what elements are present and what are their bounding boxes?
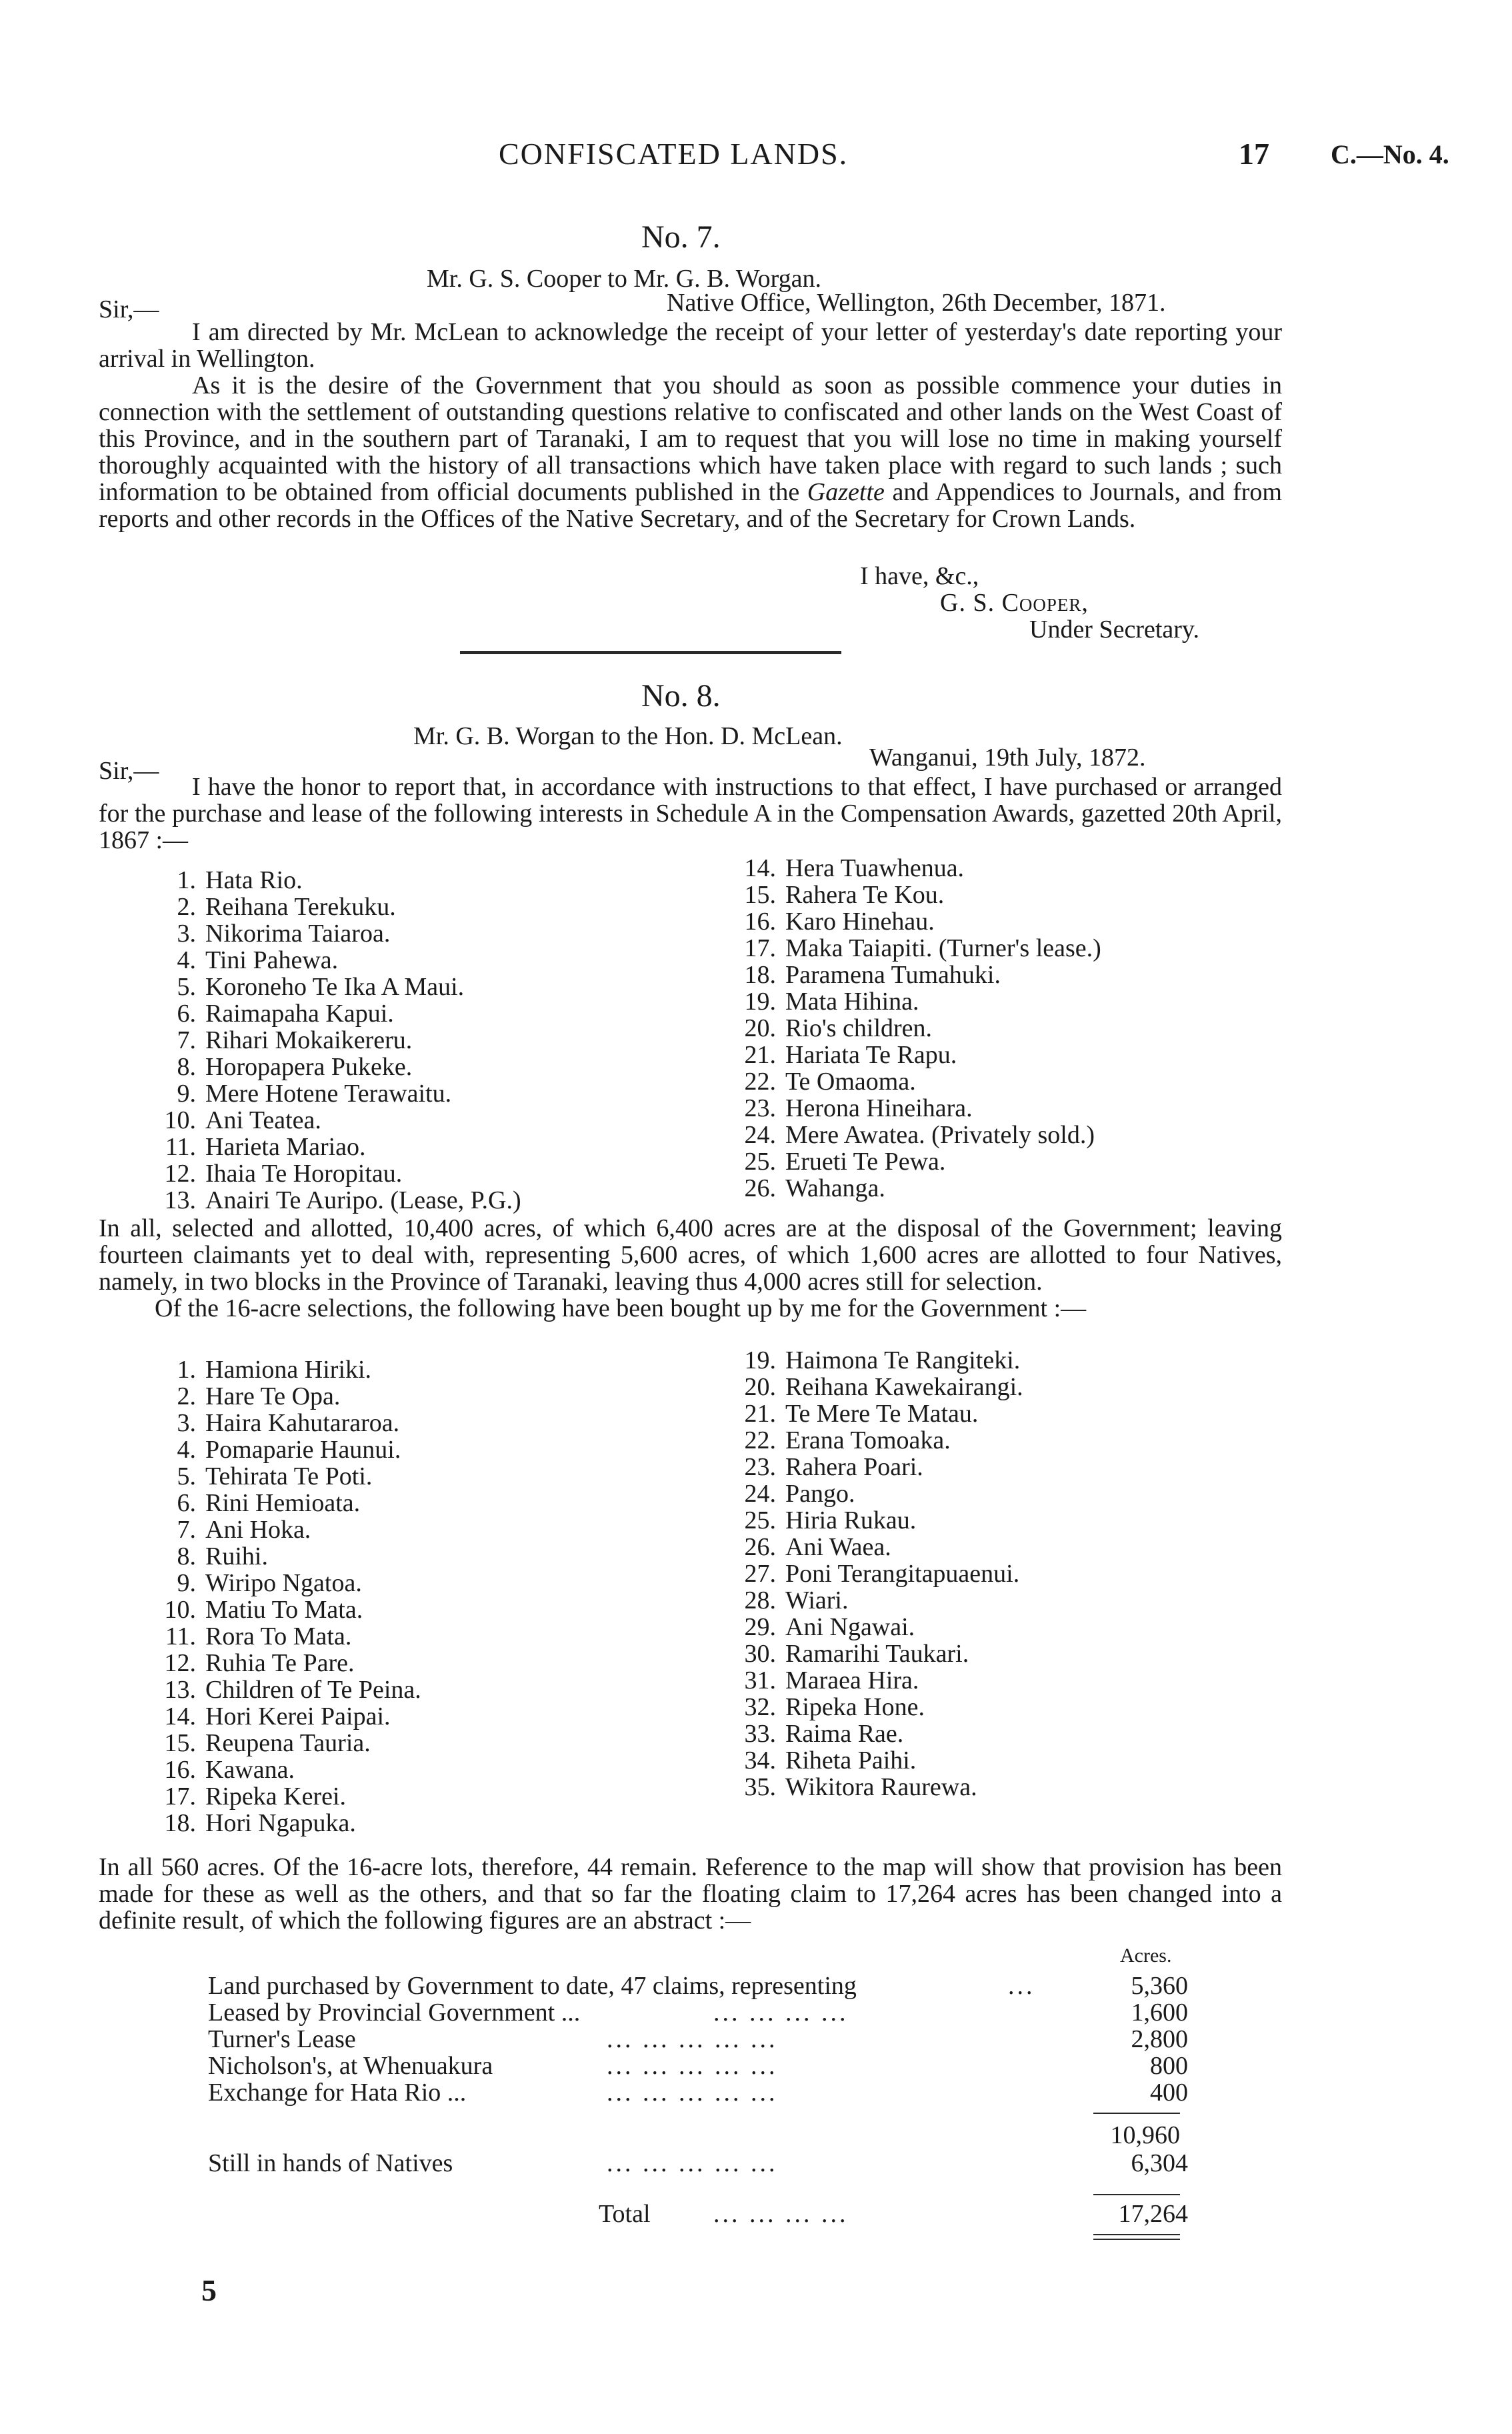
list-item [153,1463,421,1490]
section-divider [460,651,841,654]
list-item [733,1427,1023,1454]
list-item-name: Ramarihi Taukari. [785,1640,969,1668]
list-item [733,1640,1023,1667]
list-item-name: Hare Te Opa. [205,1382,341,1410]
list-item [153,1054,521,1080]
list-item-name: Wahanga. [785,1174,885,1202]
list-item-name: Rahera Poari. [785,1453,923,1481]
list-item-name: Mata Hihina. [785,988,919,1016]
abstract-row-value: 800 [1150,2052,1188,2080]
list-item [733,855,1101,882]
list-item [153,1000,521,1027]
list-item-name: Maka Taiapiti. (Turner's lease.) [785,934,1101,962]
list-item-number: 4. [177,946,196,974]
list-item [153,1623,421,1650]
list-item [153,894,521,920]
list-item-name: Riheta Paihi. [785,1746,917,1774]
list-item-name: Reihana Kawekairangi. [785,1373,1023,1401]
list-item-number: 21. [744,1041,776,1069]
list-item-number: 25. [744,1148,776,1176]
list-item [153,920,521,947]
list-item-name: Erana Tomoaka. [785,1426,951,1454]
letter7-title: Under Secretary. [1029,616,1199,644]
list-item-name: Herona Hineihara. [785,1094,973,1122]
list-item-name: Hiria Rukau. [785,1506,917,1534]
list-item-name: Rini Hemioata. [205,1489,361,1517]
list-item-name: Erueti Te Pewa. [785,1148,946,1176]
list-item [153,1107,521,1134]
list-item-number: 35. [744,1773,776,1801]
list-item-name: Paramena Tumahuki. [785,961,1001,989]
letter8-para1 [99,774,1282,854]
letter8-place-date: Wanganui, 19th July, 1872. [869,744,1146,772]
letter7-from-to: Mr. G. S. Cooper to Mr. G. B. Worgan. [427,265,821,293]
list-item [733,1400,1023,1427]
natives-label: Still in hands of Natives [208,2149,453,2177]
list-item-number: 14. [744,854,776,882]
list-item [153,1160,521,1187]
letter7-place-date: Native Office, Wellington, 26th December, 1871. [667,289,1166,317]
abstract-row-dots: ... ... ... ... ... [607,2052,778,2080]
list-item [153,1410,421,1436]
list-item [153,1783,421,1810]
list-item [153,1356,421,1383]
list-item-number: 26. [744,1174,776,1202]
list-item [733,1175,1101,1202]
list-item-number: 31. [744,1666,776,1694]
list-item-number: 6. [177,1489,196,1517]
list-item [153,1436,421,1463]
list-item-number: 16. [744,908,776,936]
list-item-number: 27. [744,1560,776,1588]
list-item-name: Mere Hotene Terawaitu. [205,1080,452,1108]
list-item [153,1703,421,1730]
list-item-number: 1. [177,1356,196,1384]
list-item-name: Raima Rae. [785,1720,904,1748]
list-item [733,1148,1101,1175]
signature-mark: 5 [201,2273,217,2307]
list-item [733,1667,1023,1694]
abstract-row-dots: ... ... ... ... ... [607,2025,778,2053]
total-rule-top [1093,2194,1180,2195]
list-item-name: Ihaia Te Horopitau. [205,1160,403,1188]
list-item-name: Raimapaha Kapui. [205,1000,394,1028]
list-item-number: 23. [744,1094,776,1122]
list-item-number: 2. [177,1382,196,1410]
list-item-number: 15. [744,881,776,909]
abstract-row-label: Exchange for Hata Rio ... [208,2079,467,2107]
total-label: Total [599,2200,651,2228]
list-item-name: Children of Te Peina. [205,1676,421,1704]
list-item-number: 20. [744,1014,776,1042]
list-item-number: 5. [177,1462,196,1490]
list-item-number: 25. [744,1506,776,1534]
list-item-name: Hera Tuawhenua. [785,854,965,882]
abstract-natives-row [208,2150,1188,2177]
list-item-number: 15. [164,1729,196,1757]
list-item-name: Reihana Terekuku. [205,893,396,921]
letter8-para2 [99,1215,1282,1322]
list-item-name: Matiu To Mata. [205,1596,363,1624]
list-item [733,1042,1101,1068]
list-item-name: Ani Teatea. [205,1106,321,1134]
list-item [153,1650,421,1676]
list-item-name: Hamiona Hiriki. [205,1356,372,1384]
list-item [733,1534,1023,1560]
list2-left [153,1356,421,1837]
letter8-para1-text: I have the honor to report that, in accordance with instructions to that effect, I have purchased or arranged for the purchase and lease of the following interests in Schedule A in the Compensation Awards, gazetted 20th April, 1867 :— [99,773,1282,854]
abstract-row-dots: ... [1008,1972,1035,2000]
list-item-name: Poni Terangitapuaenui. [785,1560,1020,1588]
list-item-name: Te Omaoma. [785,1068,916,1096]
list-item-number: 7. [177,1026,196,1054]
letter8-para3-text: Of the 16-acre selections, the following have been bought up by me for the Government :— [155,1294,1087,1322]
list-item [153,867,521,894]
letter8-number: No. 8. [641,678,721,714]
list-item-number: 2. [177,893,196,921]
list-item-number: 23. [744,1453,776,1481]
list-item-name: Hori Kerei Paipai. [205,1702,391,1730]
list-item-name: Mere Awatea. (Privately sold.) [785,1121,1095,1149]
list-item-number: 17. [744,934,776,962]
list-item-name: Pomaparie Haunui. [205,1436,401,1464]
list-item-name: Ani Hoka. [205,1516,311,1544]
list-item-number: 12. [164,1649,196,1677]
abstract-row [208,1973,1188,1999]
list-item [153,1596,421,1623]
list-item [733,1720,1023,1747]
list-item [733,1454,1023,1480]
list-item [733,1015,1101,1042]
letter7-para2-b: and Appendices to Journals, and from reports and other records in the Offices of the Native Secretary, and of the Secretary for Crown Lands. [99,478,1282,533]
abstract-row [208,2079,1188,2106]
list-item [153,1570,421,1596]
list-item-number: 4. [177,1436,196,1464]
list-item-number: 9. [177,1080,196,1108]
letter7-salutation: Sir,— [99,295,159,323]
list-item-number: 12. [164,1160,196,1188]
list-item [733,1507,1023,1534]
letter8-para4 [99,1854,1282,1934]
list-item-name: Harieta Mariao. [205,1133,366,1161]
abstract-row-value: 400 [1150,2079,1188,2107]
list-item [153,1676,421,1703]
list-item-number: 8. [177,1542,196,1570]
list-item [153,1187,521,1214]
letter7-signature: G. S. Cooper, [940,589,1089,617]
list-item-name: Haimona Te Rangiteki. [785,1346,1021,1374]
total-dots: ... ... ... ... [713,2200,849,2228]
abstract-row-value: 2,800 [1131,2025,1188,2053]
list-item-number: 32. [744,1693,776,1721]
acres-header: Acres. [1120,1945,1172,1967]
total-rule-bottom-2 [1093,2239,1180,2240]
letter7-gazette: Gazette [807,478,885,506]
list-item-number: 11. [165,1622,196,1650]
list-item-name: Reupena Tauria. [205,1729,371,1757]
list-item-number: 19. [744,1346,776,1374]
abstract-subtotal: 10,960 [1110,2121,1180,2149]
list-item [733,1614,1023,1640]
list-item [733,1374,1023,1400]
list-item [733,1122,1101,1148]
list1-left [153,867,521,1214]
list-item-number: 9. [177,1569,196,1597]
list-item-number: 6. [177,1000,196,1028]
list-item-name: Hariata Te Rapu. [785,1041,957,1069]
letter7-para2-a: As it is the desire of the Government that you should as soon as possible commence your duties in connection with the settlement of outstanding questions relative to confiscated and other lands on the West Coast of this Province, and in the southern part of Taranaki, I am to request that you will lose no time in making yourself thoroughly acquainted with the history of all transactions which have taken place with regard to such lands ; such information to be obtained from official documents published in the [99,371,1282,506]
list-item-name: Wiripo Ngatoa. [205,1569,362,1597]
list-item-number: 24. [744,1480,776,1508]
list-item-name: Ani Waea. [785,1533,891,1561]
list-item-name: Horopapera Pukeke. [205,1053,413,1081]
list-item [153,1134,521,1160]
list-item [153,1810,421,1837]
list-item-name: Hori Ngapuka. [205,1809,356,1837]
list-item-name: Karo Hinehau. [785,908,935,936]
total-value: 17,264 [1118,2200,1188,2228]
natives-dots: ... ... ... ... ... [607,2149,778,2177]
list-item-number: 19. [744,988,776,1016]
list-item-number: 18. [744,961,776,989]
list-item [733,935,1101,962]
list-item-name: Rihari Mokaikereru. [205,1026,413,1054]
list-item-name: Tini Pahewa. [205,946,339,974]
list-item-number: 24. [744,1121,776,1149]
list-item-name: Anairi Te Auripo. (Lease, P.G.) [205,1186,521,1214]
list-item-number: 20. [744,1373,776,1401]
list-item-name: Wiari. [785,1586,849,1614]
list-item-number: 22. [744,1426,776,1454]
list-item-number: 13. [164,1676,196,1704]
list-item [153,1027,521,1054]
list-item [153,1080,521,1107]
abstract-row-dots: ... ... ... ... ... [607,2079,778,2107]
list-item-number: 16. [164,1756,196,1784]
list-item-number: 21. [744,1400,776,1428]
abstract-row [208,2026,1188,2053]
series-number: C.—No. 4. [1331,139,1449,169]
list-item [733,1095,1101,1122]
list1-right [733,855,1101,1202]
natives-value: 6,304 [1131,2149,1188,2177]
letter8-para4-text: In all 560 acres. Of the 16-acre lots, therefore, 44 remain. Reference to the map will show that provision has been made for these as well as the others, and that so far the floating claim to 17,264 acres has been changed into a definite result, of which the following figures are an abstract :— [99,1853,1282,1935]
list-item-number: 22. [744,1068,776,1096]
list-item-name: Ripeka Hone. [785,1693,925,1721]
list-item-number: 33. [744,1720,776,1748]
list-item-name: Wikitora Raurewa. [785,1773,977,1801]
list-item-number: 13. [164,1186,196,1214]
list-item-number: 14. [164,1702,196,1730]
list-item-name: Hata Rio. [205,866,303,894]
subtotal-rule [1093,2113,1180,2114]
list-item-name: Te Mere Te Matau. [785,1400,979,1428]
list-item-number: 34. [744,1746,776,1774]
list-item [733,1774,1023,1800]
list-item-number: 3. [177,920,196,948]
list-item-number: 17. [164,1782,196,1810]
total-rule-bottom-1 [1093,2234,1180,2235]
abstract-row [208,2053,1188,2079]
list-item-number: 10. [164,1596,196,1624]
list-item-name: Ani Ngawai. [785,1613,915,1641]
abstract-row [208,1999,1188,2026]
list-item [733,1480,1023,1507]
list-item [153,974,521,1000]
list-item-name: Kawana. [205,1756,295,1784]
list-item [733,882,1101,908]
list-item [153,947,521,974]
list-item-name: Tehirata Te Poti. [205,1462,373,1490]
list-item-name: Rora To Mata. [205,1622,352,1650]
list-item [733,1560,1023,1587]
abstract-row-label: Land purchased by Government to date, 47 claims, representing [208,1972,857,2000]
list-item-name: Pango. [785,1480,855,1508]
list-item-number: 11. [165,1133,196,1161]
list-item-name: Rio's children. [785,1014,933,1042]
abstract-row-value: 5,360 [1131,1972,1188,2000]
abstract-row-dots: ... ... ... ... [713,1999,849,2027]
abstract-total-row [208,2201,1188,2227]
list-item-number: 7. [177,1516,196,1544]
letter7-closing: I have, &c., [860,562,979,590]
list-item [153,1383,421,1410]
list-item [153,1490,421,1516]
list-item [153,1516,421,1543]
list-item [153,1543,421,1570]
list-item [733,1747,1023,1774]
list-item-number: 30. [744,1640,776,1668]
list-item [733,988,1101,1015]
abstract-row-label: Turner's Lease [208,2025,356,2053]
list-item-name: Ruihi. [205,1542,268,1570]
list-item-name: Maraea Hira. [785,1666,919,1694]
list-item-number: 3. [177,1409,196,1437]
list-item [733,908,1101,935]
list-item-number: 28. [744,1586,776,1614]
letter7-para1: I am directed by Mr. McLean to acknowledge the receipt of your letter of yesterday's date reporting your arrival in Wellington. [99,318,1282,373]
list-item-number: 10. [164,1106,196,1134]
list-item-name: Ruhia Te Pare. [205,1649,355,1677]
list-item [733,1068,1101,1095]
letter7-body [99,319,1282,532]
running-title: CONFISCATED LANDS. [499,137,849,171]
page-number: 17 [1239,137,1269,171]
list-item-name: Haira Kahutararoa. [205,1409,400,1437]
list-item [733,962,1101,988]
list-item [733,1587,1023,1614]
abstract-row-label: Nicholson's, at Whenuakura [208,2052,493,2080]
list-item-number: 18. [164,1809,196,1837]
list-item [153,1730,421,1756]
letter8-salutation: Sir,— [99,757,159,785]
list-item-name: Nikorima Taiaroa. [205,920,391,948]
abstract-row-value: 1,600 [1131,1999,1188,2027]
letter8-from-to: Mr. G. B. Worgan to the Hon. D. McLean. [413,722,843,750]
list2-right [733,1347,1023,1800]
list-item-number: 29. [744,1613,776,1641]
list-item-number: 26. [744,1533,776,1561]
list-item [733,1347,1023,1374]
list-item-number: 8. [177,1053,196,1081]
letter7-number: No. 7. [641,219,721,255]
list-item-name: Ripeka Kerei. [205,1782,347,1810]
letter8-para2-text: In all, selected and allotted, 10,400 acres, of which 6,400 acres are at the disposal of the Government; leaving fourteen claimants yet to deal with, representing 5,600 acres, of which 1,600 acres are allotted to four Natives, namely, in two blocks in the Province of Taranaki, leaving thus 4,000 acres still for selection. [99,1214,1282,1296]
list-item-number: 1. [177,866,196,894]
letter7-para2 [99,372,1282,532]
list-item [733,1694,1023,1720]
list-item-name: Rahera Te Kou. [785,881,945,909]
list-item [153,1756,421,1783]
list-item-number: 5. [177,973,196,1001]
list-item-name: Koroneho Te Ika A Maui. [205,973,465,1001]
abstract-row-label: Leased by Provincial Government ... [208,1999,581,2027]
